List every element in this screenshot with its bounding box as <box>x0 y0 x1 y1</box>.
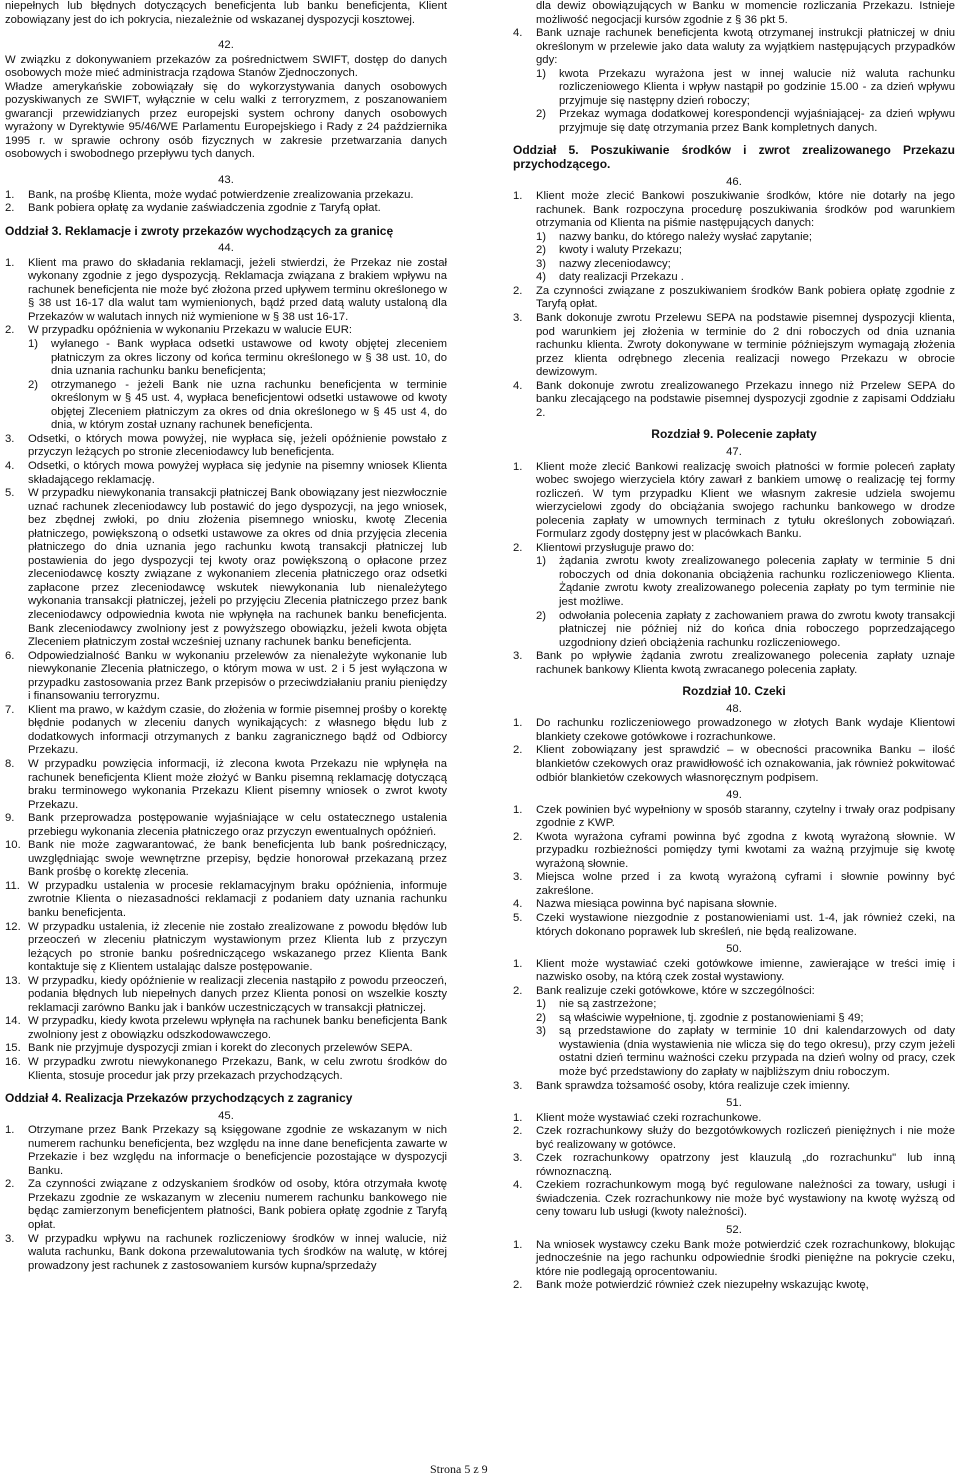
sub-list-item: 2) otrzymanego - jeżeli Bank nie uzna rachunku beneficjenta w terminie określonym w § 45 ust. 4, wypłaca beneficjentowi odsetki ustawowe od kwoty objętej Zleceniem płatniczym za okres od dnia określonego w § 45 ust 4, do dnia, w którym został uznany rachunek beneficjenta. <box>28 378 447 432</box>
list-item: 2. Bank pobiera opłatę za wydanie zaświadczenia zgodnie z Taryfą opłat. <box>5 202 381 215</box>
list-item: 1. Klient może wystawiać czeki rozrachunkowe. <box>513 1111 762 1124</box>
section-4-heading: Oddział 4. Realizacja Przekazów przychodzących z zagranicy <box>5 1091 353 1106</box>
sub-list-item: 3) nazwy zleceniodawcy; <box>536 257 671 270</box>
list-item: 1. Czek powinien być wypełniony w sposób staranny, czytelny i trwały oraz podpisany zgodnie z KWP. <box>513 803 955 830</box>
paragraph-number-47: 47. <box>726 445 742 458</box>
paragraph-number-49: 49. <box>726 789 742 802</box>
list-item: 2. Bank może potwierdzić również czek niezupełny wskazując kwotę, <box>513 1279 869 1292</box>
list-item: 3. Bank dokonuje zwrotu Przelewu SEPA na podstawie pisemnej dyspozycji klienta, pod warunkiem jej złożenia w terminie do 2 dni roboczych od dnia uznania rachunku klienta. Zwroty dokonywane w terminie późniejszym wymagają złożenia przez klienta odrębnego zlecenia realizacji nowego Przekazu w obrocie dewizowym. <box>513 312 955 379</box>
list-item: 2. Czek rozrachunkowy służy do bezgotówkowych rozliczeń pieniężnych i nie może być realizowany w gotówce. <box>513 1125 955 1151</box>
list-item: 15. Bank nie przyjmuje dyspozycji zmian i korekt do zleconych przelewów SEPA. <box>5 1042 413 1055</box>
sub-list-item: 4) daty realizacji Przekazu . <box>536 271 684 284</box>
paragraph-number-42: 42. <box>218 39 234 52</box>
list-item: 2. Klientowi przysługuje prawo do: <box>513 541 695 554</box>
list-item: 1. Otrzymane przez Bank Przekazy są księgowane zgodnie ze wskazanym w nich numerem rachunku beneficjenta, bez względu na inne dane beneficjenta zawarte w Przekazie i bez względu na informacje o beneficjencie pozostające w dyspozycji Banku. <box>5 1124 447 1177</box>
paragraph-number-46: 46. <box>726 175 742 188</box>
sub-list-item: 1) nie są zastrzeżone; <box>536 998 657 1011</box>
p42-text1: W związku z dokonywaniem przekazów za pośrednictwem SWIFT, dostęp do danych osobowych może mieć administracja rządowa Stanów Zjednoczonych. <box>5 53 447 80</box>
list-item: 7. Klient ma prawo, w każdym czasie, do złożenia w formie pisemnej prośby o korektę błędnie podanych w zleceniu danych wynikających: z własnego błędu lub z dodatkowych informacji otrzymanych z banku zagranicznego bądź od Odbiorcy Przekazu. <box>5 703 447 757</box>
list-item: 2. Kwota wyrażona cyframi powinna być zgodna z kwotą wyrażoną słownie. W przypadku rozbieżności pomiędzy tymi kwotami za ważną przyjmuje się kwotę wyrażoną słownie. <box>513 830 955 870</box>
list-item: 1. Do rachunku rozliczeniowego prowadzonego w złotych Bank wydaje Klientowi blankiety czekowe gotówkowe i rozrachunkowe. <box>513 717 955 743</box>
list-item: 11. W przypadku ustalenia w procesie reklamacyjnym braku opóźnienia, informuje zwrotnie Klienta o niezasadności reklamacji z podaniem daty uznania rachunku banku beneficjenta. <box>5 879 447 919</box>
list-item: 3. Odsetki, o których mowa powyżej, nie wypłaca się, jeżeli opóźnienie powstało z przyczyn leżących po stronie zleceniodawcy lub beneficjenta. <box>5 432 447 459</box>
list-item: 2. Bank realizuje czeki gotówkowe, które w szczególności: <box>513 984 815 997</box>
list-item: 1. Klient ma prawo do składania reklamacji, jeżeli stwierdzi, że Przekaz nie został wykonany zgodnie z jego dyspozycją. Reklamacja związana z brakiem wpływu na rachunek beneficjenta nie może być złożona przed upływem terminu określonego w § 38 ust 16-17 dla walut tam wymienionych, bądź przed datą waluty ustaloną dla Przekazów w walutach innych niż wymienione w § 38 ust 16-17. <box>5 256 447 323</box>
paragraph-number-50: 50. <box>726 943 742 956</box>
sub-list-item: 1) wyłanego - Bank wypłaca odsetki ustawowe od kwoty objętej zleceniem płatniczym za okres liczony od końca terminu określonego w § 38 ust. 10, do dnia uznania rachunku banku beneficjenta; <box>28 338 447 378</box>
list-item: 1. Bank, na prośbę Klienta, może wydać potwierdzenie zrealizowania przekazu. <box>5 188 414 201</box>
paragraph-number-48: 48. <box>726 702 742 715</box>
list-item: 5. Czeki wystawione niezgodnie z postanowieniami ust. 1-4, jak również czeki, na których dokonano poprawek lub skreśleń, nie będą realizowane. <box>513 912 955 938</box>
list-item: 2. Za czynności związane z odzyskaniem środków od osoby, która otrzymała kwotę Przekazu zgodnie ze wskazanym w zleceniu numerem rachunku bankowego nie będąc zamierzonym beneficjentem płatności, Bank pobiera opłatę zgodnie z Taryfą opłat. <box>5 1178 447 1232</box>
continued-text: dla dewiz obowiązujących w Banku w momencie rozliczania Przekazu. Istnieje możliwość negocjacji kursów zgodnie z § 36 pkt 5. <box>536 0 955 26</box>
paragraph-number-52: 52. <box>726 1224 742 1237</box>
sub-list-item: 3) są przedstawione do zapłaty w terminie 10 dni kalendarzowych od daty wystawienia (dnia wystawienia nie wlicza się do tego okresu), przy czym jeżeli ostatni dzień terminu ważności czeku przypada na dzień wolny od pracy, czek może być przedstawiony do zapłaty w najbliższym dniu roboczym. <box>536 1025 955 1079</box>
p42-text2: Władze amerykańskie zobowiązały się do wykorzystywania danych osobowych pozyskiwanych ze SWIFT, wyłącznie w celu walki z terroryzmem, z poszanowaniem gwarancji przewidzianych przez europejski system ochrony danych osobowych wyrażony w Dyrektywie 95/46/WE Parlamentu Europejskiego i Rady z 24 października 1995 r. w sprawie ochrony osób fizycznych w zakresie przetwarzania danych osobowych i swobodnego przepływu tych danych. <box>5 80 447 161</box>
list-item: 9. Bank przeprowadza postępowanie wyjaśniające w celu ostatecznego ustalenia przebiegu wykonania zlecenia płatniczego oraz przyczyn ewentualnych opóźnień. <box>5 812 447 838</box>
list-item: 3. W przypadku wpływu na rachunek rozliczeniowy środków w innej walucie, niż waluta rachunku, Bank dokona przewalutowania tych środków na walutę, w której prowadzony jest rachunek z zastosowaniem kursów kupna/sprzedaży <box>5 1232 447 1272</box>
section-3-heading: Oddział 3. Reklamacje i zwroty przekazów wychodzących za granicę <box>5 223 394 238</box>
sub-list-item: 2) odwołania polecenia zapłaty z zachowaniem prawa do zwrotu kwoty transakcji płatniczej nie później niż do końca dnia roboczego poprzedzającego uzgodniony dzień obciążenia rachunku rozliczeniowego. <box>536 609 955 649</box>
list-item: 2. Za czynności związane z poszukiwaniem środków Bank pobiera opłatę zgodnie z Taryfą opłat. <box>513 284 955 311</box>
paragraph-number-51: 51. <box>726 1097 742 1110</box>
list-item: 5. W przypadku niewykonania transakcji płatniczej Bank obowiązany jest niezwłocznie uznać rachunek zleceniodawcy lub postawić do jego dyspozycji, na jego wniosek, bez zbędnej zwłoki, po dniu złożenia pisemnego wniosku, kwotę Zlecenia płatniczego, powiększoną o odsetki ustawowe za okres od dnia przyjęcia zlecenia płatniczego do dnia uznania jego rachunku kwotą transakcji płatniczej lub postawienia do jego dyspozycji tej kwoty oraz powiększoną o opłacone przez zleceniodawcę koszty związane z wykonaniem zlecenia płatniczego oraz odsetki zapłacone przez zleceniodawcę wskutek niewykonania lub nienależytego wykonania transakcji płatniczej, jeżeli po przyjęciu Zlecenia płatniczego przez bank zleceniodawcy odpowiednia kwota nie wpłynęła na rachunek banku beneficjenta. Bank zleceniodawcy zwolniony jest z powyższego obowiązku, jeżeli kwota objęta Zleceniem płatniczym został wcześniej uznany rachunek banku beneficjenta. <box>5 487 447 649</box>
list-item: 4. Nazwa miesiąca powinna być napisana słownie. <box>513 898 778 911</box>
page-number: Strona 5 z 9 <box>430 1462 488 1476</box>
list-item: 4. Bank dokonuje zwrotu zrealizowanego Przekazu innego niż Przelew SEPA do banku zlecającego na podstawie pisemnej dyspozycji zgodnie z zapisami Oddziału 2. <box>513 379 955 419</box>
list-item: 4. Odsetki, o których mowa powyżej wypłaca się jedynie na pisemny wniosek Klienta składającego reklamację. <box>5 459 447 486</box>
chapter-10-heading: Rozdział 10. Czeki <box>682 684 786 699</box>
sub-list-item: 2) Przekaz wymaga dodatkowej korespondencji wyjaśniającej- za dzień wpływu przyjmuje się datę otrzymania przez Bank kompletnych danych. <box>536 108 955 134</box>
list-item: 3. Bank sprawdza tożsamość osoby, która realizuje czek imienny. <box>513 1079 851 1092</box>
list-item: 3. Miejsca wolne przed i za kwotą wyrażoną cyframi i słownie powinny być zakreślone. <box>513 871 955 897</box>
sub-list-item: 2) kwoty i waluty Przekazu; <box>536 244 683 257</box>
list-item: 1. Klient może zlecić Bankowi poszukiwanie środków, które nie dotarły na jego rachunek. Bank rozpoczyna procedurę poszukiwania środków pod warunkiem otrzymania od Klienta na piśmie następujących danych: <box>513 190 955 230</box>
right-column <box>513 0 955 1293</box>
list-item: 13. W przypadku, kiedy opóźnienie w realizacji zlecenia nastąpiło z powodu przeoczeń, podania błędnych lub niepełnych danych przez Klienta ponosi on wszelkie koszty reklamacji zarówno Banku jak i banków uczestniczących w transakcji płatniczej. <box>5 974 447 1014</box>
list-item: 6. Odpowiedzialność Banku w wykonaniu przelewów za nienależyte wykonanie lub niewykonanie Zlecenia płatniczego, o którym mowa w ust. 2 i 5 jest wyłączona w przypadku zastosowania przez Bank przepisów o przeciwdziałaniu praniu pieniędzy i finansowaniu terroryzmu. <box>5 649 447 703</box>
sub-list-item: 1) żądania zwrotu kwoty zrealizowanego polecenia zapłaty w terminie 5 dni roboczych od dnia dokonania obciążenia rachunku rozliczeniowego Klienta. Żądanie zwrotu kwoty zrealizowanego polecenia zapłaty po tym terminie nie jest możliwe. <box>536 555 955 608</box>
list-item: 16. W przypadku zwrotu niewykonanego Przekazu, Bank, w celu zwrotu środków do Klienta, stosuje procedur jak przy przekazach przychodzących. <box>5 1056 447 1082</box>
list-item: 10. Bank nie może zagwarantować, że bank beneficjenta lub bank pośredniczący, uwzględniając swoje wewnętrzne przepisy, będzie honorował przekazaną przez Bank prośbę o korektę zlecenia. <box>5 839 447 879</box>
left-column <box>5 0 447 1273</box>
list-item: 2. W przypadku opóźnienia w wykonaniu Przekazu w walucie EUR: <box>5 324 352 337</box>
paragraph-number-43: 43. <box>218 174 234 187</box>
list-item: 1. Na wniosek wystawcy czeku Bank może potwierdzić czek rozrachunkowy, blokując jednocześnie na jego rachunku odpowiednie środki pieniężne na pokrycie czeku, które nie podlegają oprocentowaniu. <box>513 1238 955 1278</box>
list-item: 3. Bank po wpływie żądania zwrotu zrealizowanego polecenia zapłaty uznaje rachunek bankowy Klienta kwotą zwracanego polecenia zapłaty. <box>513 650 955 676</box>
chapter-9-heading: Rozdział 9. Polecenie zapłaty <box>651 427 817 442</box>
paragraph-number-45: 45. <box>218 1109 234 1122</box>
list-item: 4. Bank uznaje rachunek beneficjenta kwotą otrzymanej instrukcji płatniczej w dniu określonym w przelewie jako data waluty za wyjątkiem następujących przypadków gdy: <box>513 27 955 67</box>
sub-list-item: 1) nazwy banku, do którego należy wysłać zapytanie; <box>536 230 813 243</box>
list-item: 14. W przypadku, kiedy kwota przelewu wpłynęła na rachunek banku beneficjenta Bank zwolniony jest z obowiązku odszkodowawczego. <box>5 1015 447 1041</box>
intro-paragraph: niepełnych lub błędnych dotyczących beneficjenta lub banku beneficjenta, Klient zobowiązany jest do ich pokrycia, niezależnie od wskazanej dyspozycji kosztowej. <box>5 0 447 26</box>
sub-list-item: 2) są właściwie wypełnione, tj. zgodnie z postanowieniami § 49; <box>536 1011 864 1024</box>
list-item: 8. W przypadku powzięcia informacji, iż zlecona kwota Przekazu nie wpłynęła na rachunek beneficjenta Klient może złożyć w Banku pisemną reklamację dotyczącą braku terminowego wykonania Przekazu Klient pisemny wniosek o zwrot kwoty Przekazu. <box>5 757 447 811</box>
list-item: 2. Klient zobowiązany jest sprawdzić – w obecności pracownika Banku – ilość blankietów czekowych oraz prawidłowość ich oznakowania, jak również pokwitować odbiór blankietów czekowych własnoręcznym podpisem. <box>513 744 955 784</box>
list-item: 12. W przypadku ustalenia, iż zlecenie nie zostało zrealizowane z powodu błędów lub przeoczeń w zleceniu płatniczym wystawionym przez Klienta lub z przyczyn leżących po stronie banku pośredniczącego wskazanego przez Klienta Bank kontaktuje się z Klientem ustalając dalsze postępowanie. <box>5 920 447 974</box>
paragraph-number-44: 44. <box>218 242 234 255</box>
sub-list-item: 1) kwota Przekazu wyrażona jest w innej walucie niż waluta rachunku rozliczeniowego Klienta i wpływ nastąpił po godzinie 15.00 - za dzień wpływu przyjmuje się następny dzień roboczy; <box>536 67 955 107</box>
list-item: 1. Klient może wystawiać czeki gotówkowe imienne, zawierające w treści imię i nazwisko osoby, na którą czek został wystawiony. <box>513 957 955 984</box>
list-item: 3. Czek rozrachunkowy opatrzony jest klauzulą „do rozrachunku" lub inną równoznaczną. <box>513 1152 955 1178</box>
list-item: 4. Czekiem rozrachunkowym mogą być regulowane należności za towary, usługi i świadczenia. Czek rozrachunkowy nie może być wystawiony na kwotę wyższą od ceny towaru lub usługi (kwoty należności). <box>513 1179 955 1219</box>
list-item: 1. Klient może zlecić Bankowi realizację swoich płatności w formie poleceń zapłaty wobec swojego wierzyciela który zawarł z bankiem umowę o realizację tej formy rozliczeń. W tym przypadku Klient we własnym zakresie udziela swojemu wierzycielowi zgody do obciążania swojego rachunku bankowego w drodze polecenia zapłaty w umownych terminach z tytułu określonych zobowiązań. Formularz zgody dostępny jest w placówkach Banku. <box>513 460 955 541</box>
section-5-heading: Oddział 5. Poszukiwanie środków i zwrot zrealizowanego Przekazu przychodzącego. <box>513 143 955 172</box>
